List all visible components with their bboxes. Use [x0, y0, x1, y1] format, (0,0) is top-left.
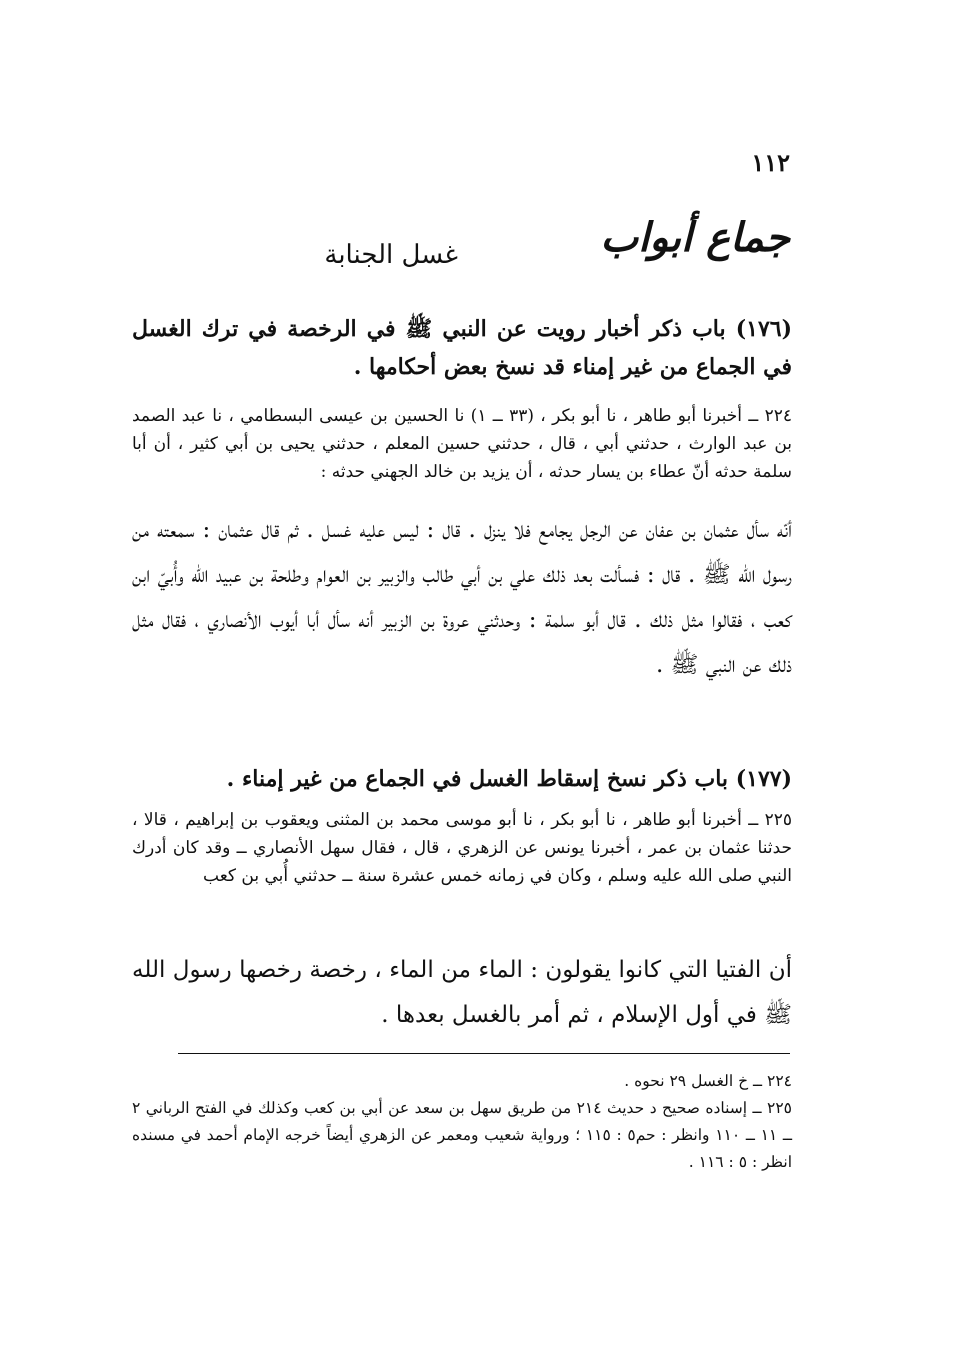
footnotes: [132, 1068, 792, 1176]
chapter-heading-177: (١٧٧) باب ذكر نسخ إسقاط الغسل في الجماع من غير إمناء .: [226, 766, 792, 792]
page-number: ١١٢: [751, 148, 790, 177]
footnote-separator: [178, 1053, 790, 1054]
footnote-225: ٢٢٥ ــ إسناده صحيح د حديث ٢١٤ من طريق سهل بن سعد عن أبي بن كعب وكذلك في الفتح الرباني ٢ ــ ١١ ــ ١١٠ وانظر : حم٥ : ١١٥ ؛ ورواية شعيب ومعمر عن الزهري أيضاً خرجه الإمام أحمد في مسنده انظر : ٥ : ١١٦ .: [132, 1099, 792, 1171]
footnote-224: ٢٢٤ ــ خ الغسل ٢٩ نحوه .: [624, 1072, 792, 1090]
hadith-224-isnad: ٢٢٤ ــ أخبرنا أبو طاهر ، نا أبو بكر ، (٣٣ ــ ١) نا الحسين بن عيسى البسطامي ، نا عبد الصمد بن عبد الوارث ، حدثني أبي ، قال ، حدثني حسين المعلم ، حدثني يحيى بن أبي كثير ، أن أبا سلمة حدثه أنّ عطاء بن يسار حدثه ، أن يزيد بن خالد الجهني حدثه :: [132, 406, 792, 482]
collection-title: جماع أبواب: [600, 214, 790, 261]
collection-subtitle: غسل الجنابة: [324, 240, 458, 270]
chapter-heading-176: (١٧٦) باب ذكر أخبار رويت عن النبي ﷺ في الرخصة في ترك الغسل في الجماع من غير إمناء قد نسخ بعض أحكامها .: [132, 316, 792, 380]
hadith-224-matn: أنّه سأل عثمان بن عفان عن الرجل يجامع فلا ينزل . قال : ليس عليه غسل . ثم قال عثمان : سمعته من رسول الله ﷺ . قال : فسألت بعد ذلك علي بن أبي طالب والزبير بن العوام وطلحة بن عبيد الله وأُبيّ ابن كعب ، فقالوا مثل ذلك . قال أبو سلمة : وحدثني عروة بن الزبير أنه سأل أبا أيوب الأنصاري ، فقال مثل ذلك عن النبي ﷺ .: [132, 517, 792, 678]
hadith-225-matn: أن الفتيا التي كانوا يقولون : الماء من الماء ، رخصة رخصها رسول الله ﷺ في أول الإسلام ، ثم أمر بالغسل بعدها .: [132, 957, 792, 1028]
hadith-225-isnad: ٢٢٥ ــ أخبرنا أبو طاهر ، نا أبو بكر ، نا أبو موسى محمد بن المثنى ويعقوب بن إبراهيم ، قالا ، حدثنا عثمان بن عمر ، أخبرنا يونس عن الزهري ، قال ، فقال سهل الأنصاري ــ وقد كان أدرك النبي صلى الله عليه وسلم ، وكان في زمانه خمس عشرة سنة ــ حدثني أُبي بن كعب: [132, 810, 792, 886]
